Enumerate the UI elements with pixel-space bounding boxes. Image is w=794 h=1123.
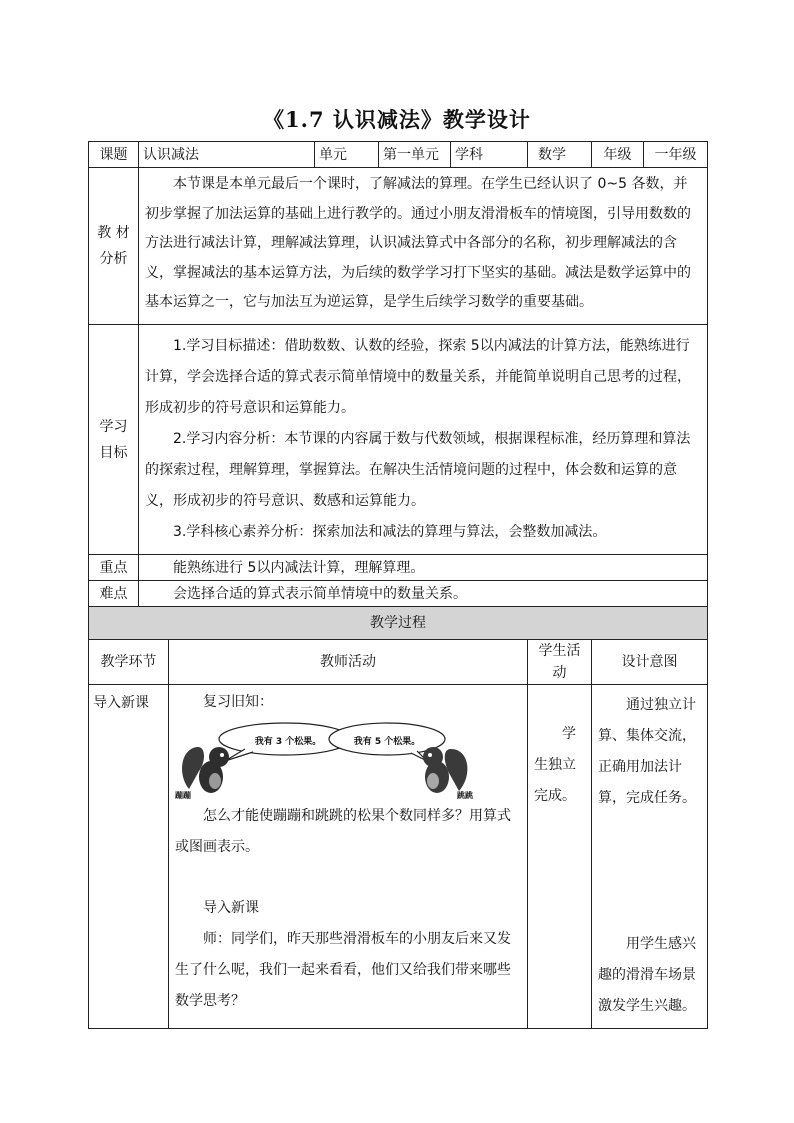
goals-row xyxy=(89,325,708,555)
grade-value: 一年级 xyxy=(644,142,708,168)
goal-item: 2.学习内容分析：本节课的内容属于数与代数领域，根据课程标准，经历算理和算法的探索过程，理解算理，掌握算法。在解决生活情境问题的过程中，体会数和运算的意义，形成初步的符号意识、数感和运算能力。 xyxy=(145,431,691,509)
subject-label: 学科 xyxy=(451,142,528,168)
analysis-text: 本节课是本单元最后一个课时，了解减法的算理。在学生已经认识了 0~5 各数，并初步掌握了加法运算的基础上进行教学的。通过小朋友滑滑板车的情境图，引导用数数的方法进行减法计算，理解减法算理，认识减法算式中各部分的名称，初步理解减法的含义，掌握减法的基本运算方法，为后续的数学学习打下坚实的基础。减法是数学运算中的基本运算之一，它与加法互为逆运算，是学生后续学习数学的重要基础。 xyxy=(145,176,691,310)
intent-text-1: 通过独立计算、集体交流，正确用加法计算，完成任务。 xyxy=(598,697,696,806)
intro-text: 师：同学们，昨天那些滑滑板车的小朋友后来又发生了什么呢，我们一起来看看，他们又给我们带来哪些数学思考？ xyxy=(175,931,511,1009)
unit-label: 单元 xyxy=(315,142,379,168)
unit-value: 第一单元 xyxy=(379,142,451,168)
name-right: 跳跳 xyxy=(457,791,473,800)
stage-cell: 导入新课 xyxy=(89,685,169,1029)
process-header-row xyxy=(89,607,708,640)
goal-item: 3.学科核心素养分析：探索加法和减法的算理与算法，会整数加减法。 xyxy=(173,524,607,540)
col-intent: 设计意图 xyxy=(592,640,708,685)
goals-label: 学习 目标 xyxy=(89,325,139,555)
analysis-row xyxy=(89,168,708,325)
intent-cell xyxy=(592,685,708,1029)
bubble-right-text: 我有 5 个松果。 xyxy=(353,737,421,747)
course-label: 课题 xyxy=(89,142,139,168)
key-point-text: 能熟练进行 5以内减法计算，理解算理。 xyxy=(139,555,708,581)
difficulty-label: 难点 xyxy=(89,581,139,607)
intro-heading: 导入新课 xyxy=(203,900,259,916)
name-left: 蹦蹦 xyxy=(175,791,191,800)
process-row xyxy=(89,685,708,1029)
student-activity: 学生独立完成。 xyxy=(534,726,576,804)
col-teacher: 教师活动 xyxy=(169,640,528,685)
difficulty-row xyxy=(89,581,708,607)
teacher-cell xyxy=(169,685,528,1029)
question-text: 怎么才能使蹦蹦和跳跳的松果个数同样多？用算式或图画表示。 xyxy=(175,808,511,855)
grade-label: 年级 xyxy=(592,142,644,168)
info-row xyxy=(89,142,708,168)
key-point-label: 重点 xyxy=(89,555,139,581)
lesson-plan-table xyxy=(88,141,708,1029)
course-value: 认识减法 xyxy=(139,142,315,168)
difficulty-text: 会选择合适的算式表示简单情境中的数量关系。 xyxy=(139,581,708,607)
col-student: 学生活动 xyxy=(528,640,592,685)
student-cell xyxy=(528,685,592,1029)
subject-value: 数学 xyxy=(528,142,592,168)
key-point-row xyxy=(89,555,708,581)
process-columns-row xyxy=(89,640,708,685)
squirrel-illustration xyxy=(175,719,521,800)
bubble-left-text: 我有 3 个松果。 xyxy=(254,737,322,747)
review-heading: 复习旧知： xyxy=(203,694,273,710)
col-stage: 教学环节 xyxy=(89,640,169,685)
analysis-label: 教 材 分析 xyxy=(89,168,139,325)
process-header: 教学过程 xyxy=(89,607,708,640)
goal-item: 1.学习目标描述：借助数数、认数的经验，探索 5以内减法的计算方法，能熟练进行计算，学会选择合适的算式表示简单情境中的数量关系，并能简单说明自己思考的过程，形成初步的符号意识和运算能力。 xyxy=(145,338,691,416)
document-title: 《1.7 认识减法》教学设计 xyxy=(263,107,531,132)
intent-text-2: 用学生感兴趣的滑滑车场景激发学生兴趣。 xyxy=(598,936,696,1014)
